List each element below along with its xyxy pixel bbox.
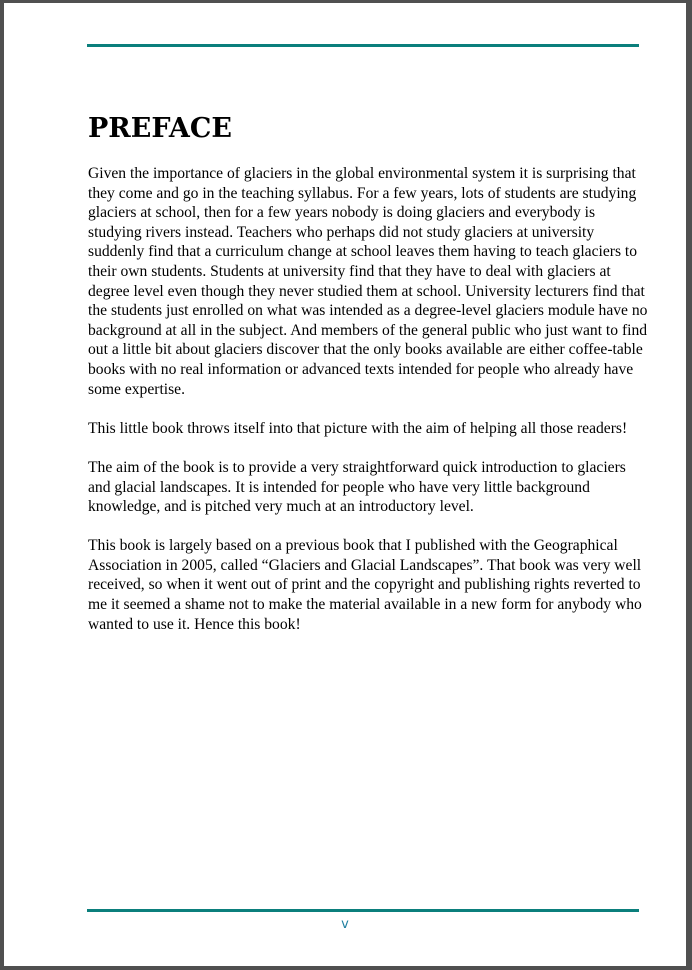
paragraph-1: Given the importance of glaciers in the global environmental system it is surprising that they come and go in the teaching syllabus. For a few years, lots of students are studying glaciers at school, then for a few years nobody is doing glaciers and everybody is studying rivers instead. Teachers who perhaps did not study glaciers at university suddenly find that a curriculum change at school leaves them having to teach glaciers to their own students. Students at university find that they have to deal with glaciers at degree level even though they never studied them at school. University lecturers find that the students just enrolled on what was intended as a degree-level glaciers module have no background at all in the subject. And members of the general public who just want to find out a little bit about glaciers discover that the only books available are either coffee-table books with no real information or advanced texts intended for people who already have some expertise. [88,165,648,398]
page-title: PREFACE [88,113,232,144]
page-number: v [341,917,349,932]
paragraph-2: This little book throws itself into that picture with the aim of helping all those readers! [88,419,628,437]
footer-rule [87,909,639,912]
paragraph-4: This book is largely based on a previous book that I published with the Geographical Association in 2005, called “Glaciers and Glacial Landscapes”. That book was very well received, so when it went out of print and the copyright and publishing rights reverted to me it seemed a shame not to make the material available in a new form for anybody who wanted to use it. Hence this book! [88,537,642,633]
preface-body [88,164,648,654]
document-page [4,3,686,966]
paragraph-3: The aim of the book is to provide a very straightforward quick introduction to glaciers and glacial landscapes. It is intended for people who have very little background knowledge, and is pitched very much at an introductory level. [88,458,626,516]
header-rule [87,44,639,47]
